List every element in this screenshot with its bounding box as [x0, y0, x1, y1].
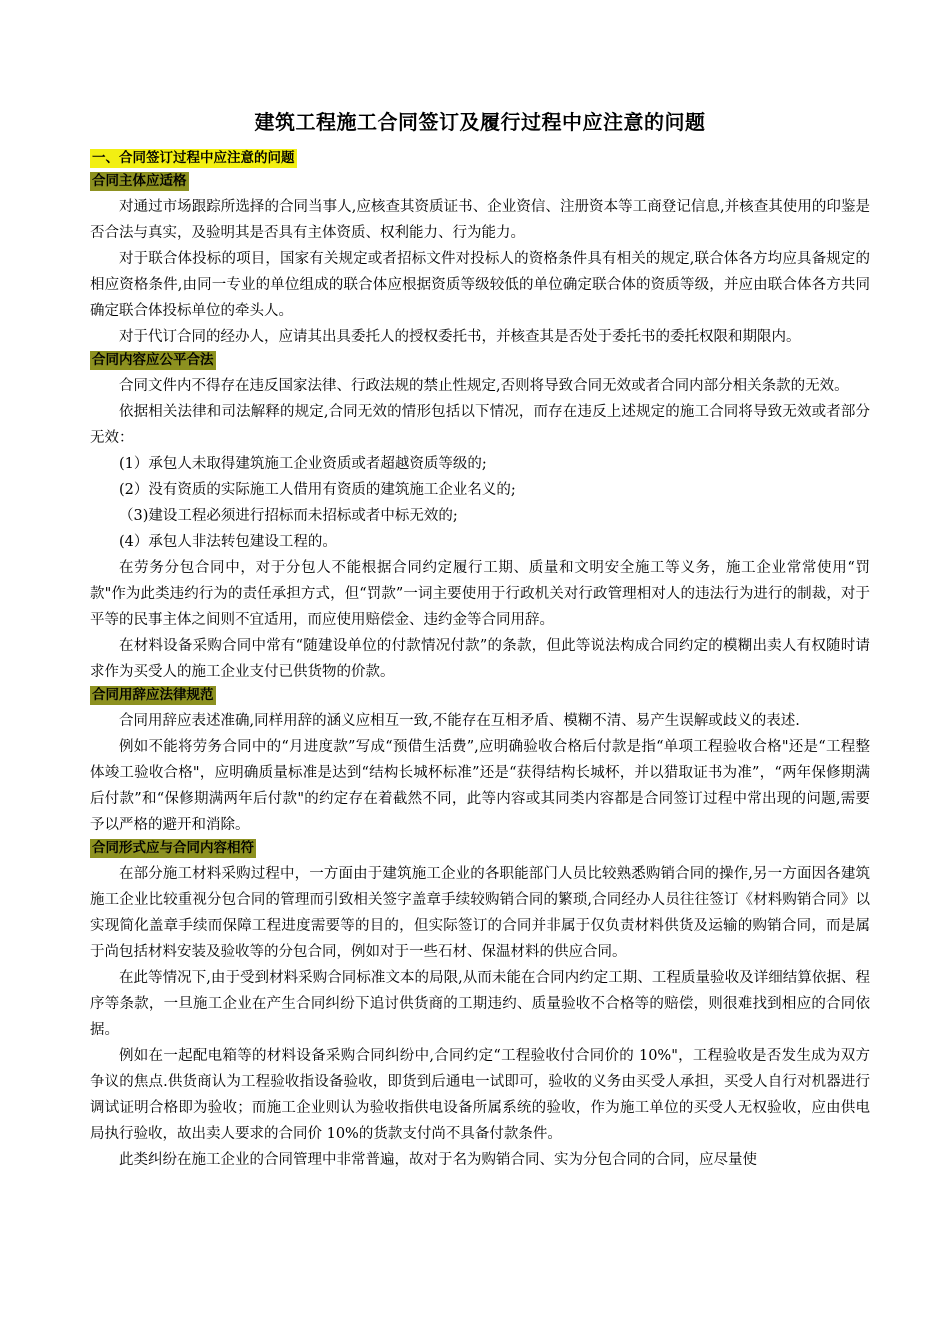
- subsection-heading: 合同形式应与合同内容相符: [92, 840, 254, 856]
- paragraph: 对于联合体投标的项目，国家有关规定或者招标文件对投标人的资格条件具有相关的规定,联合体各方均应具备规定的相应资格条件,由同一专业的单位组成的联合体应根据资质等级较低的单位确定联合体的资质等级，并应由联合体各方共同确定联合体投标单位的牵头人。: [90, 251, 870, 319]
- list-item: (4）承包人非法转包建设工程的。: [119, 534, 337, 550]
- paragraph: 在材料设备采购合同中常有“随建设单位的付款情况付款”的条款，但此等说法构成合同约定的模糊出卖人有权随时请求作为买受人的施工企业支付已供货物的价款。: [90, 638, 870, 680]
- subsection-heading: 合同内容应公平合法: [92, 352, 214, 368]
- subsection-heading: 合同主体应适格: [92, 173, 187, 189]
- paragraph: 对通过市场跟踪所选择的合同当事人,应核查其资质证书、企业资信、注册资本等工商登记信息,并核查其使用的印鉴是否合法与真实，及验明其是否具有主体资质、权利能力、行为能力。: [90, 199, 870, 241]
- paragraph: 在此等情况下,由于受到材料采购合同标准文本的局限,从而未能在合同内约定工期、工程质量验收及详细结算依据、程序等条款，一旦施工企业在产生合同纠纷下追讨供货商的工期违约、质量验收不合格等的赔偿，则很难找到相应的合同依据。: [90, 970, 870, 1038]
- paragraph: 合同用辞应表述准确,同样用辞的涵义应相互一致,不能存在互相矛盾、模糊不清、易产生误解或歧义的表述.: [119, 713, 800, 729]
- paragraph: 例如在一起配电箱等的材料设备采购合同纠纷中,合同约定“工程验收付合同价的 10%"，工程验收是否发生成为双方争议的焦点.供货商认为工程验收指设备验收，即货到后通电一试即可，验收的义务由买受人承担，买受人自行对机器进行调试证明合格即为验收；而施工企业则认为验收指供电设备所属系统的验收，作为施工单位的买受人无权验收，应由供电局执行验收，故出卖人要求的合同价 10%的货款支付尚不具备付款条件。: [90, 1048, 870, 1142]
- paragraph: 合同文件内不得存在违反国家法律、行政法规的禁止性规定,否则将导致合同无效或者合同内部分相关条款的无效。: [119, 378, 849, 394]
- paragraph: 例如不能将劳务合同中的“月进度款”写成“预借生活费”,应明确验收合格后付款是指“单项工程验收合格"还是“工程整体竣工验收合格"，应明确质量标准是达到“结构长城杯标准”还是“获得结构长城杯，并以猎取证书为准”，“两年保修期满后付款”和“保修期满两年后付款"的约定存在着截然不同，此等内容或其同类内容都是合同签订过程中常出现的问题,需要予以严格的避开和消除。: [90, 739, 870, 833]
- paragraph: 对于代订合同的经办人，应请其出具委托人的授权委托书，并核查其是否处于委托书的委托权限和期限内。: [119, 329, 801, 345]
- document-title: 建筑工程施工合同签订及履行过程中应注意的问题: [254, 110, 706, 134]
- list-item: (1）承包人未取得建筑施工企业资质或者超越资质等级的;: [119, 456, 487, 472]
- subsection-heading: 合同用辞应法律规范: [92, 687, 214, 703]
- paragraph: 在部分施工材料采购过程中，一方面由于建筑施工企业的各职能部门人员比较熟悉购销合同的操作,另一方面因各建筑施工企业比较重视分包合同的管理而引致相关签字盖章手续较购销合同的繁琐,合同经办人员往往签订《材料购销合同》以实现简化盖章手续而保障工程进度需要等的目的，但实际签订的合同并非属于仅负责材料供货及运输的购销合同，而是属于尚包括材料安装及验收等的分包合同，例如对于一些石材、保温材料的供应合同。: [90, 866, 870, 960]
- section-heading: 一、合同签订过程中应注意的问题: [92, 150, 295, 166]
- list-item: (2）没有资质的实际施工人借用有资质的建筑施工企业名义的;: [119, 482, 516, 498]
- paragraph: 在劳务分包合同中，对于分包人不能根据合同约定履行工期、质量和文明安全施工等义务，施工企业常常使用“罚款"作为此类违约行为的责任承担方式，但“罚款”一词主要使用于行政机关对行政管理相对人的违法行为进行的制裁，对于平等的民事主体之间则不宜适用，而应使用赔偿金、违约金等合同用辞。: [90, 560, 870, 628]
- document-page: [90, 98, 870, 1173]
- paragraph: 此类纠纷在施工企业的合同管理中非常普遍，故对于名为购销合同、实为分包合同的合同，应尽量使: [119, 1152, 757, 1168]
- list-item: （3)建设工程必须进行招标而未招标或者中标无效的;: [119, 508, 458, 524]
- paragraph: 依据相关法律和司法解释的规定,合同无效的情形包括以下情况，而存在违反上述规定的施工合同将导致无效或者部分无效：: [90, 404, 870, 446]
